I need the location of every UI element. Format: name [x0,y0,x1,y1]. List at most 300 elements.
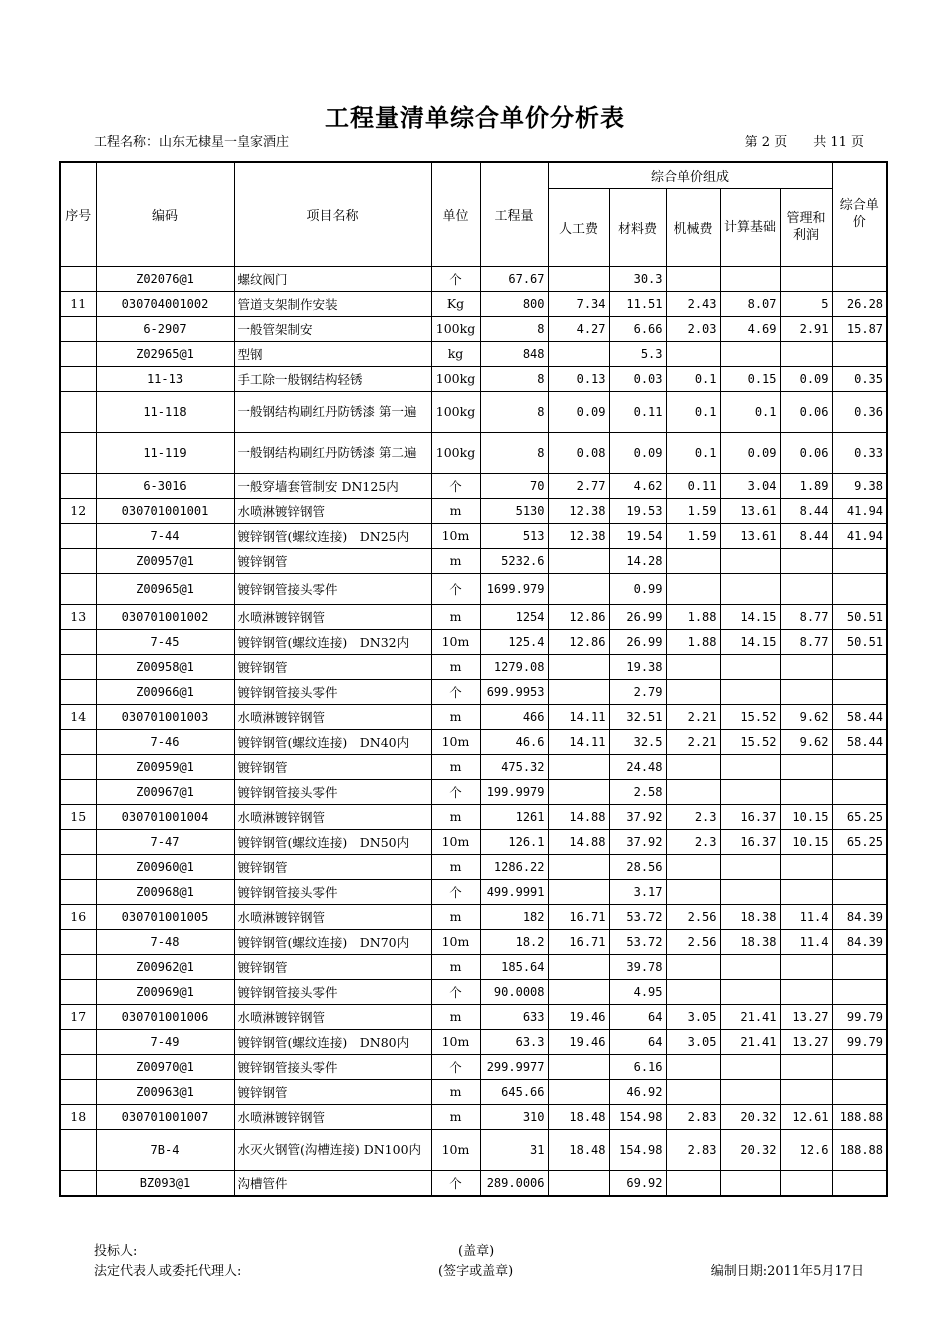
table-row [60,573,887,604]
cell-unit: m [431,1004,480,1029]
cell-machine: 0.1 [666,432,720,473]
cell-labor: 14.11 [548,704,609,729]
cell-mgmt: 12.6 [780,1129,832,1170]
table-row [60,1129,887,1170]
cell-mgmt: 2.91 [780,316,832,341]
cell-name: 一般穿墙套管制安 DN125内 [234,473,431,498]
cell-unit: 10m [431,523,480,548]
cell-machine: 2.3 [666,804,720,829]
cell-seq [60,854,96,879]
cell-total [832,1170,887,1196]
table-row [60,979,887,1004]
cell-machine: 0.1 [666,366,720,391]
cell-seq [60,1029,96,1054]
cell-qty: 5232.6 [480,548,548,573]
cell-mgmt: 13.27 [780,1029,832,1054]
cell-labor: 18.48 [548,1129,609,1170]
cell-name: 镀锌钢管(螺纹连接) DN25内 [234,523,431,548]
cell-unit: m [431,654,480,679]
cell-labor: 4.27 [548,316,609,341]
table-row [60,316,887,341]
cell-code: 7-49 [96,1029,234,1054]
cell-machine: 2.03 [666,316,720,341]
cell-unit: m [431,804,480,829]
cell-unit: Kg [431,291,480,316]
cell-total: 188.88 [832,1129,887,1170]
cell-material: 24.48 [609,754,666,779]
cell-machine: 2.83 [666,1104,720,1129]
cell-total [832,1054,887,1079]
cell-total [832,879,887,904]
cell-total: 0.36 [832,391,887,432]
cell-mgmt: 0.06 [780,391,832,432]
table-row [60,754,887,779]
cell-unit: m [431,854,480,879]
cell-qty: 8 [480,432,548,473]
cell-code: 11-13 [96,366,234,391]
header-base: 计算基础 [720,188,780,266]
cell-code: 030701001002 [96,604,234,629]
table-row [60,1004,887,1029]
table-row [60,604,887,629]
cell-material: 11.51 [609,291,666,316]
cell-seq [60,954,96,979]
cell-seq [60,629,96,654]
cell-seq: 17 [60,1004,96,1029]
cell-unit: m [431,904,480,929]
cell-machine [666,1054,720,1079]
cell-labor [548,954,609,979]
cell-base: 0.15 [720,366,780,391]
cell-labor [548,1079,609,1104]
cell-material: 4.62 [609,473,666,498]
cell-mgmt [780,266,832,291]
cell-name: 镀锌钢管(螺纹连接) DN80内 [234,1029,431,1054]
cell-qty: 70 [480,473,548,498]
cell-name: 镀锌钢管接头零件 [234,879,431,904]
cell-material: 32.5 [609,729,666,754]
cell-code: 030704001002 [96,291,234,316]
cell-material: 154.98 [609,1104,666,1129]
header-seq: 序号 [60,162,96,266]
cell-unit: m [431,704,480,729]
cell-base [720,854,780,879]
cell-base [720,341,780,366]
cell-base [720,754,780,779]
cell-qty: 1279.08 [480,654,548,679]
cell-name: 水喷淋镀锌钢管 [234,704,431,729]
cell-unit: m [431,954,480,979]
cell-code: Z00957@1 [96,548,234,573]
cell-seq [60,341,96,366]
cell-code: 030701001004 [96,804,234,829]
cell-base [720,779,780,804]
cell-mgmt: 8.77 [780,604,832,629]
header-group: 综合单价组成 [548,162,832,188]
cell-machine: 3.05 [666,1029,720,1054]
cell-machine [666,341,720,366]
table-row [60,498,887,523]
table-row [60,1029,887,1054]
cell-machine: 0.1 [666,391,720,432]
page-title: 工程量清单综合单价分析表 [325,104,625,132]
cell-code: 7-45 [96,629,234,654]
cell-material: 39.78 [609,954,666,979]
cell-code: 6-2907 [96,316,234,341]
cell-seq [60,754,96,779]
table-row [60,954,887,979]
table-body [60,266,887,1196]
cell-labor: 19.46 [548,1004,609,1029]
cell-seq [60,1170,96,1196]
cell-name: 镀锌钢管 [234,854,431,879]
cell-base [720,548,780,573]
cell-unit: 100kg [431,391,480,432]
cell-seq [60,879,96,904]
cell-seq [60,654,96,679]
cell-base: 4.69 [720,316,780,341]
cell-machine: 1.88 [666,629,720,654]
header-total: 综合单价 [832,162,887,266]
cell-material: 6.66 [609,316,666,341]
cell-name: 水喷淋镀锌钢管 [234,604,431,629]
cell-seq [60,366,96,391]
table-row [60,654,887,679]
cell-material: 19.54 [609,523,666,548]
cell-machine: 2.3 [666,829,720,854]
cell-total: 50.51 [832,604,887,629]
cell-total: 99.79 [832,1004,887,1029]
cell-base [720,679,780,704]
cell-machine [666,979,720,1004]
cell-mgmt: 1.89 [780,473,832,498]
cell-machine: 2.56 [666,904,720,929]
cell-unit: 10m [431,629,480,654]
cell-mgmt: 9.62 [780,704,832,729]
cell-mgmt: 5 [780,291,832,316]
cell-name: 一般钢结构刷红丹防锈漆 第二遍 [234,432,431,473]
cell-unit: m [431,498,480,523]
cell-seq [60,473,96,498]
cell-seq [60,316,96,341]
cell-code: 030701001006 [96,1004,234,1029]
cell-qty: 8 [480,391,548,432]
cell-qty: 848 [480,341,548,366]
cell-seq: 12 [60,498,96,523]
cell-material: 3.17 [609,879,666,904]
cell-machine [666,754,720,779]
project-name: 工程名称：山东无棣星一皇家酒庄 [94,135,290,150]
cell-mgmt: 0.06 [780,432,832,473]
cell-material: 19.38 [609,654,666,679]
cell-total: 41.94 [832,498,887,523]
cell-labor [548,548,609,573]
cell-total: 58.44 [832,729,887,754]
cell-labor: 19.46 [548,1029,609,1054]
cell-name: 镀锌钢管(螺纹连接) DN40内 [234,729,431,754]
cell-material: 0.03 [609,366,666,391]
cell-base: 18.38 [720,904,780,929]
cell-total [832,573,887,604]
cell-name: 螺纹阀门 [234,266,431,291]
cell-material: 46.92 [609,1079,666,1104]
cell-material: 6.16 [609,1054,666,1079]
cell-labor: 14.88 [548,829,609,854]
price-analysis-table [59,161,888,1197]
cell-name: 镀锌钢管(螺纹连接) DN50内 [234,829,431,854]
cell-code: Z00960@1 [96,854,234,879]
cell-base [720,1170,780,1196]
cell-unit: 10m [431,729,480,754]
cell-labor [548,341,609,366]
cell-base: 15.52 [720,729,780,754]
cell-total: 188.88 [832,1104,887,1129]
cell-qty: 1286.22 [480,854,548,879]
cell-material: 37.92 [609,829,666,854]
cell-qty: 5130 [480,498,548,523]
cell-base: 14.15 [720,604,780,629]
cell-material: 30.3 [609,266,666,291]
cell-name: 手工除一般钢结构轻锈 [234,366,431,391]
cell-labor: 7.34 [548,291,609,316]
cell-name: 镀锌钢管接头零件 [234,979,431,1004]
cell-mgmt [780,679,832,704]
cell-machine: 2.21 [666,704,720,729]
cell-mgmt [780,341,832,366]
cell-unit: 个 [431,879,480,904]
cell-seq [60,432,96,473]
cell-qty: 1699.979 [480,573,548,604]
cell-name: 镀锌钢管 [234,754,431,779]
cell-unit: 10m [431,1029,480,1054]
cell-total: 50.51 [832,629,887,654]
cell-name: 水喷淋镀锌钢管 [234,1104,431,1129]
cell-total [832,341,887,366]
cell-material: 19.53 [609,498,666,523]
cell-code: 11-119 [96,432,234,473]
cell-qty: 699.9953 [480,679,548,704]
cell-qty: 8 [480,366,548,391]
cell-unit: 10m [431,929,480,954]
cell-name: 水喷淋镀锌钢管 [234,804,431,829]
table-row [60,854,887,879]
cell-seq [60,1129,96,1170]
cell-mgmt: 11.4 [780,929,832,954]
cell-qty: 633 [480,1004,548,1029]
cell-qty: 310 [480,1104,548,1129]
header-mgmt: 管理和利润 [780,188,832,266]
cell-name: 镀锌钢管(螺纹连接) DN32内 [234,629,431,654]
table-row [60,391,887,432]
cell-labor: 14.11 [548,729,609,754]
cell-material: 0.11 [609,391,666,432]
cell-mgmt [780,1054,832,1079]
cell-unit: 个 [431,679,480,704]
cell-mgmt: 8.77 [780,629,832,654]
cell-seq [60,929,96,954]
cell-name: 镀锌钢管 [234,954,431,979]
cell-base: 13.61 [720,498,780,523]
cell-machine [666,654,720,679]
cell-unit: m [431,1079,480,1104]
table-row [60,829,887,854]
cell-machine [666,548,720,573]
cell-seq [60,391,96,432]
cell-code: 11-118 [96,391,234,432]
cell-base [720,573,780,604]
cell-code: Z02965@1 [96,341,234,366]
cell-base: 20.32 [720,1129,780,1170]
cell-labor [548,679,609,704]
cell-base: 8.07 [720,291,780,316]
cell-base: 0.09 [720,432,780,473]
cell-qty: 299.9977 [480,1054,548,1079]
cell-total [832,779,887,804]
cell-mgmt [780,854,832,879]
cell-total: 41.94 [832,523,887,548]
cell-code: 6-3016 [96,473,234,498]
cell-labor [548,854,609,879]
cell-code: Z00958@1 [96,654,234,679]
table-row [60,432,887,473]
cell-qty: 289.0006 [480,1170,548,1196]
cell-mgmt: 13.27 [780,1004,832,1029]
cell-machine: 3.05 [666,1004,720,1029]
cell-base: 15.52 [720,704,780,729]
cell-mgmt [780,954,832,979]
cell-labor [548,573,609,604]
cell-qty: 125.4 [480,629,548,654]
table-row [60,679,887,704]
cell-base: 3.04 [720,473,780,498]
cell-code: 030701001001 [96,498,234,523]
cell-base: 0.1 [720,391,780,432]
cell-material: 5.3 [609,341,666,366]
cell-labor: 0.08 [548,432,609,473]
cell-unit: 个 [431,779,480,804]
cell-code: 7-44 [96,523,234,548]
cell-material: 4.95 [609,979,666,1004]
cell-total: 15.87 [832,316,887,341]
cell-name: 型钢 [234,341,431,366]
cell-base [720,879,780,904]
cell-material: 26.99 [609,629,666,654]
cell-name: 一般管架制安 [234,316,431,341]
cell-material: 154.98 [609,1129,666,1170]
cell-unit: 个 [431,1054,480,1079]
cell-machine [666,1079,720,1104]
cell-machine [666,879,720,904]
cell-unit: 个 [431,1170,480,1196]
cell-mgmt: 10.15 [780,804,832,829]
cell-name: 水喷淋镀锌钢管 [234,498,431,523]
cell-qty: 1254 [480,604,548,629]
cell-unit: 100kg [431,432,480,473]
cell-code: Z00968@1 [96,879,234,904]
cell-seq [60,1079,96,1104]
cell-base: 18.38 [720,929,780,954]
header-material: 材料费 [609,188,666,266]
cell-unit: m [431,548,480,573]
cell-material: 32.51 [609,704,666,729]
cell-unit: 个 [431,573,480,604]
cell-name: 管道支架制作安装 [234,291,431,316]
header-labor: 人工费 [548,188,609,266]
cell-code: Z00966@1 [96,679,234,704]
cell-total [832,654,887,679]
cell-material: 69.92 [609,1170,666,1196]
cell-total: 26.28 [832,291,887,316]
cell-machine: 2.21 [666,729,720,754]
cell-base: 14.15 [720,629,780,654]
cell-code: Z00965@1 [96,573,234,604]
cell-unit: 100kg [431,366,480,391]
cell-unit: 个 [431,473,480,498]
cell-material: 64 [609,1004,666,1029]
cell-labor: 12.38 [548,523,609,548]
cell-machine [666,1170,720,1196]
cell-code: 030701001003 [96,704,234,729]
cell-qty: 63.3 [480,1029,548,1054]
table-row [60,929,887,954]
footer-bidder: 投标人: [94,1244,138,1259]
cell-material: 28.56 [609,854,666,879]
cell-material: 2.58 [609,779,666,804]
cell-base: 21.41 [720,1029,780,1054]
cell-unit: 100kg [431,316,480,341]
cell-qty: 800 [480,291,548,316]
cell-qty: 645.66 [480,1079,548,1104]
cell-machine [666,779,720,804]
cell-total [832,754,887,779]
cell-total: 58.44 [832,704,887,729]
cell-name: 镀锌钢管接头零件 [234,1054,431,1079]
footer-legal-rep: 法定代表人或委托代理人: [94,1264,242,1279]
cell-code: 7-47 [96,829,234,854]
cell-name: 水喷淋镀锌钢管 [234,904,431,929]
cell-code: 030701001007 [96,1104,234,1129]
cell-total [832,266,887,291]
cell-seq [60,523,96,548]
cell-name: 水灭火钢管(沟槽连接) DN100内 [234,1129,431,1170]
cell-material: 53.72 [609,904,666,929]
cell-name: 水喷淋镀锌钢管 [234,1004,431,1029]
table-row [60,266,887,291]
cell-qty: 185.64 [480,954,548,979]
cell-code: Z00970@1 [96,1054,234,1079]
header-unit: 单位 [431,162,480,266]
cell-name: 镀锌钢管 [234,1079,431,1104]
cell-seq: 16 [60,904,96,929]
cell-mgmt: 8.44 [780,498,832,523]
cell-unit: kg [431,341,480,366]
cell-mgmt: 12.61 [780,1104,832,1129]
cell-name: 镀锌钢管 [234,654,431,679]
table-row [60,1104,887,1129]
cell-code: 7B-4 [96,1129,234,1170]
cell-code: Z00963@1 [96,1079,234,1104]
footer-seal: (盖章) [458,1244,495,1259]
header-machine: 机械费 [666,188,720,266]
table-row [60,879,887,904]
cell-total [832,979,887,1004]
cell-qty: 199.9979 [480,779,548,804]
cell-qty: 126.1 [480,829,548,854]
cell-base: 16.37 [720,804,780,829]
cell-material: 26.99 [609,604,666,629]
cell-unit: 10m [431,829,480,854]
cell-total: 9.38 [832,473,887,498]
